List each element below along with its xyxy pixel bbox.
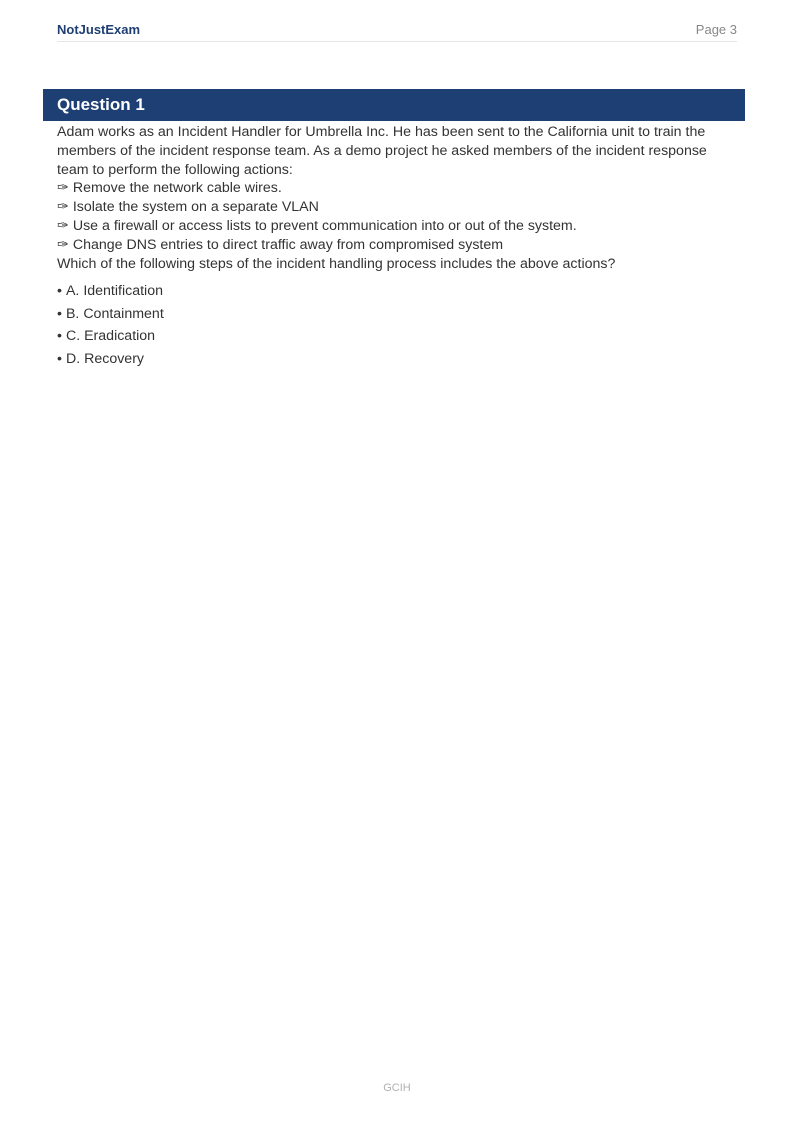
choice-d[interactable]	[57, 350, 164, 373]
question-title: Question 1	[57, 95, 145, 114]
question-intro: Adam works as an Incident Handler for Umbrella Inc. He has been sent to the California unit to train the members of the incident response team. As a demo project he asked members of the incident response team to perform the following actions:	[57, 124, 707, 178]
bullet-icon: •	[57, 283, 62, 299]
action-item: ✑ Remove the network cable wires.	[57, 180, 282, 197]
bullet-icon: •	[57, 351, 62, 368]
page-header	[57, 0, 737, 42]
choice-label: B. Containment	[65, 305, 164, 322]
choice-c[interactable]	[57, 327, 164, 350]
bullet-icon: •	[57, 328, 62, 345]
choice-label: C. Eradication	[65, 328, 156, 345]
brand-name: NotJustExam	[57, 22, 141, 37]
choice-b[interactable]	[57, 305, 164, 328]
action-item: ✑ Use a firewall or access lists to prevent communication into or out of the system.	[57, 217, 577, 234]
bullet-icon: •	[57, 305, 62, 322]
action-item: ✑ Isolate the system on a separate VLAN	[57, 199, 319, 216]
choice-label: A. Identification	[65, 283, 163, 299]
question-prompt: Which of the following steps of the incident handling process includes the above actions?	[57, 255, 616, 272]
question-title-bar	[43, 89, 745, 121]
page-number: Page 3	[695, 22, 737, 37]
action-item: ✑ Change DNS entries to direct traffic away from compromised system	[57, 236, 504, 253]
answer-choices	[57, 282, 164, 373]
choice-a[interactable]	[57, 282, 164, 305]
page-footer: GCIH	[383, 1082, 411, 1094]
choice-label: D. Recovery	[65, 351, 145, 368]
question-stem	[57, 123, 741, 273]
